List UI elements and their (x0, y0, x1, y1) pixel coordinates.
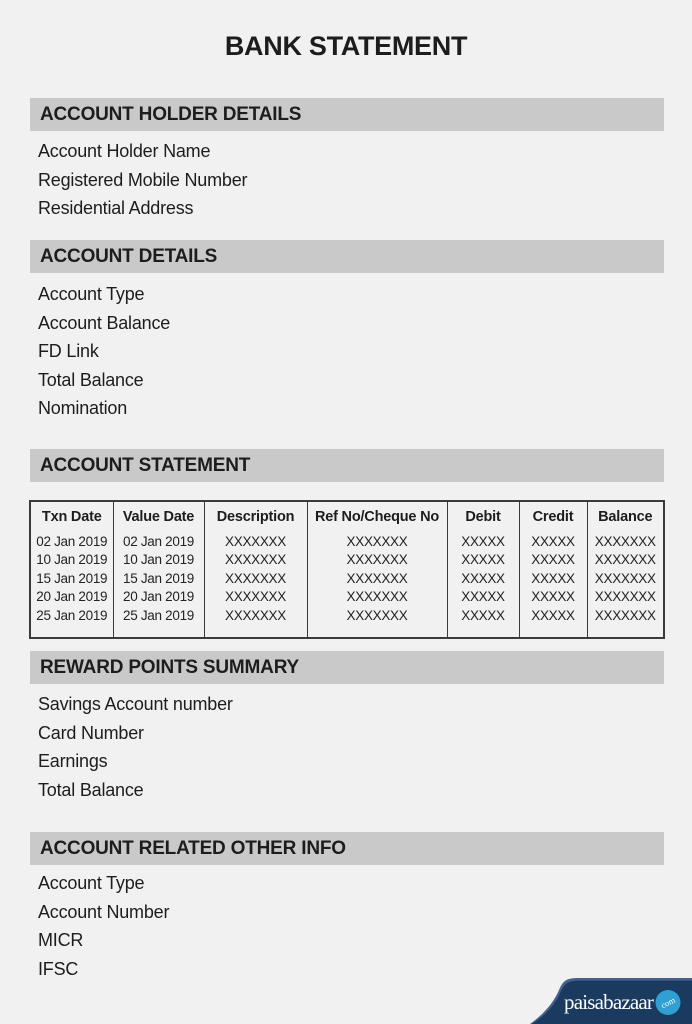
section-title: ACCOUNT STATEMENT (40, 454, 251, 476)
table-cell: XXXXXXX (204, 532, 307, 551)
field-label-savings-account-number: Savings Account number (38, 694, 233, 714)
section-header-reward-points-summary (30, 651, 664, 684)
table-cell: XXXXXXX (204, 569, 307, 588)
table-row (30, 532, 664, 551)
section-title: ACCOUNT DETAILS (40, 245, 218, 267)
column-header-txn-date: Txn Date (41, 509, 102, 525)
table-cell: XXXXX (447, 532, 519, 551)
column-header-debit: Debit (447, 501, 519, 532)
table-cell: XXXXX (447, 551, 519, 570)
section-title: ACCOUNT HOLDER DETAILS (40, 103, 302, 125)
field-label-account-type: Account Type (38, 873, 145, 893)
table-cell: XXXXXXX (587, 532, 664, 551)
table-row (30, 569, 664, 588)
section-header-account-related-other-info (30, 832, 664, 865)
section-title: REWARD POINTS SUMMARY (40, 656, 299, 678)
table-header-row (30, 501, 664, 532)
page-title: BANK STATEMENT (224, 31, 468, 61)
table-cell: XXXXXXX (307, 551, 447, 570)
table-cell: XXXXXXX (204, 588, 307, 607)
table-cell: 15 Jan 2019 (36, 570, 108, 586)
table-cell: XXXXX (447, 569, 519, 588)
reward-points-summary-list (38, 690, 233, 804)
table-cell: XXXXX (447, 588, 519, 607)
table-cell: XXXXX (447, 606, 519, 625)
paisabazaar-logo (530, 978, 692, 1024)
section-header-account-holder-details (30, 98, 664, 131)
table-cell: 10 Jan 2019 (113, 551, 204, 570)
table-cell: XXXXXXX (587, 588, 664, 607)
column-header-ref-no: Ref No/Cheque No (307, 501, 447, 532)
field-label-card-number: Card Number (38, 722, 144, 743)
table-cell: XXXXXXX (587, 551, 664, 570)
table-cell: 02 Jan 2019 (113, 532, 204, 551)
table-cell: 25 Jan 2019 (113, 606, 204, 625)
field-label-total-balance: Total Balance (38, 779, 144, 800)
field-label-earnings: Earnings (38, 751, 108, 772)
table-cell: XXXXXXX (307, 606, 447, 625)
table-spacer-row (30, 625, 664, 638)
account-holder-details-list (38, 137, 247, 223)
table-cell: XXXXX (519, 588, 587, 607)
section-header-account-statement (30, 449, 664, 482)
field-label-total-balance: Total Balance (38, 369, 144, 390)
table-cell: XXXXXXX (587, 569, 664, 588)
table-row (30, 606, 664, 625)
field-label-residential-address: Residential Address (38, 198, 194, 219)
column-header-balance: Balance (587, 501, 664, 532)
table-cell: XXXXXXX (204, 606, 307, 625)
field-label-account-balance: Account Balance (38, 312, 171, 333)
account-statement-table (29, 500, 665, 639)
table-cell: 15 Jan 2019 (113, 569, 204, 588)
logo-wordmark: paisabazaar (564, 990, 654, 1014)
table-row (30, 551, 664, 570)
field-label-ifsc: IFSC (38, 958, 79, 979)
account-details-list (38, 280, 170, 423)
logo-com-badge-label: com (659, 994, 677, 1011)
table-cell: XXXXX (519, 569, 587, 588)
table-cell: 20 Jan 2019 (36, 589, 108, 605)
section-title: ACCOUNT RELATED OTHER INFO (40, 837, 346, 859)
table-cell: XXXXXXX (307, 569, 447, 588)
table-cell: XXXXX (519, 532, 587, 551)
column-header-description: Description (204, 501, 307, 532)
table-cell: 25 Jan 2019 (36, 607, 108, 623)
table-cell: XXXXXXX (204, 551, 307, 570)
table-cell: XXXXXXX (307, 532, 447, 551)
column-header-value-date: Value Date (113, 501, 204, 532)
field-label-micr: MICR (38, 930, 84, 951)
field-label-registered-mobile-number: Registered Mobile Number (38, 169, 248, 190)
table-cell: XXXXX (519, 551, 587, 570)
field-label-account-number: Account Number (38, 901, 170, 922)
field-label-nomination: Nomination (38, 398, 128, 419)
table-cell: 02 Jan 2019 (36, 533, 108, 549)
column-header-credit: Credit (519, 501, 587, 532)
field-label-account-holder-name: Account Holder Name (38, 141, 211, 161)
field-label-account-type: Account Type (38, 284, 145, 304)
table-cell: 10 Jan 2019 (36, 552, 108, 568)
account-related-other-info-list (38, 869, 169, 983)
section-header-account-details (30, 240, 664, 273)
table-cell: XXXXX (519, 606, 587, 625)
table-cell: XXXXXXX (587, 606, 664, 625)
table-cell: XXXXXXX (307, 588, 447, 607)
table-row (30, 588, 664, 607)
field-label-fd-link: FD Link (38, 341, 99, 362)
table-cell: 20 Jan 2019 (113, 588, 204, 607)
